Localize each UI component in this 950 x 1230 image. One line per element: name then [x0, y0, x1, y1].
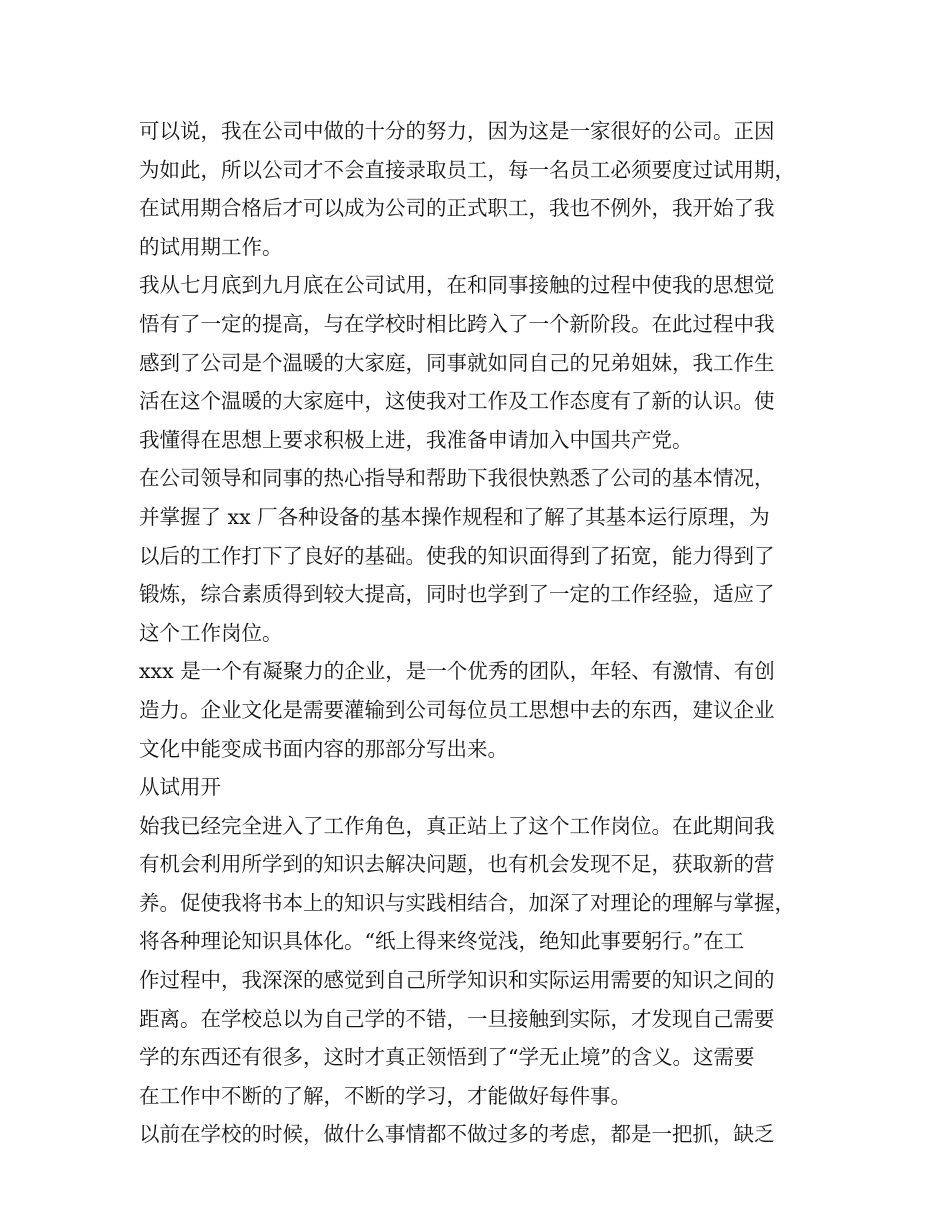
text-line: 在试用期合格后才可以成为公司的正式职工，我也不例外，我开始了我: [139, 196, 775, 221]
text-line: 以前在学校的时候，做什么事情都不做过多的考虑，都是一把抓，缺乏: [139, 1122, 775, 1147]
text-line: 在工作中不断的了解，不断的学习，才能做好每件事。: [139, 1083, 631, 1108]
text-line: 距离。在学校总以为自己学的不错，一旦接触到实际，才发现自己需要: [139, 1006, 775, 1031]
text-line: xxx 是一个有凝聚力的企业，是一个优秀的团队，年轻、有激情、有创: [139, 659, 775, 684]
text-line: 作过程中，我深深的感觉到自己所学知识和实际运用需要的知识之间的: [139, 968, 775, 993]
text-line: 文化中能变成书面内容的那部分写出来。: [139, 736, 508, 761]
text-line: 这个工作岗位。: [139, 620, 283, 645]
document-body: [139, 112, 829, 1154]
text-line: 活在这个温暖的大家庭中，这使我对工作及工作态度有了新的认识。使: [139, 389, 775, 414]
text-line: 悟有了一定的提高，与在学校时相比跨入了一个新阶段。在此过程中我: [139, 311, 775, 336]
text-line: 学的东西还有很多，这时才真正领悟到了“学无止境”的含义。这需要: [139, 1045, 755, 1070]
text-line: 从试用开: [139, 775, 221, 800]
text-line: 以后的工作打下了良好的基础。使我的知识面得到了拓宽，能力得到了: [139, 543, 775, 568]
text-line: 并掌握了 xx 厂各种设备的基本操作规程和了解了其基本运行原理，为: [139, 504, 770, 529]
text-line: 我懂得在思想上要求积极上进，我准备申请加入中国共产党。: [139, 427, 693, 452]
text-line: 的试用期工作。: [139, 234, 283, 259]
text-line: 养。促使我将书本上的知识与实践相结合，加深了对理论的理解与掌握，: [139, 890, 795, 915]
text-line: 我从七月底到九月底在公司试用，在和同事接触的过程中使我的思想觉: [139, 273, 775, 298]
text-line: 在公司领导和同事的热心指导和帮助下我很快熟悉了公司的基本情况，: [139, 466, 775, 491]
text-line: 将各种理论知识具体化。“纸上得来终觉浅，绝知此事要躬行。”在工: [139, 929, 745, 954]
text-line: 有机会利用所学到的知识去解决问题，也有机会发现不足，获取新的营: [139, 852, 775, 877]
text-line: 造力。企业文化是需要灌输到公司每位员工思想中去的东西，建议企业: [139, 697, 775, 722]
text-line: 为如此，所以公司才不会直接录取员工，每一名员工必须要度过试用期，: [139, 157, 795, 182]
text-line: 锻炼，综合素质得到较大提高，同时也学到了一定的工作经验，适应了: [139, 582, 775, 607]
text-line: 始我已经完全进入了工作角色，真正站上了这个工作岗位。在此期间我: [139, 813, 775, 838]
text-line: 感到了公司是个温暖的大家庭，同事就如同自己的兄弟姐妹，我工作生: [139, 350, 775, 375]
text-line: 可以说，我在公司中做的十分的努力，因为这是一家很好的公司。正因: [139, 119, 775, 143]
